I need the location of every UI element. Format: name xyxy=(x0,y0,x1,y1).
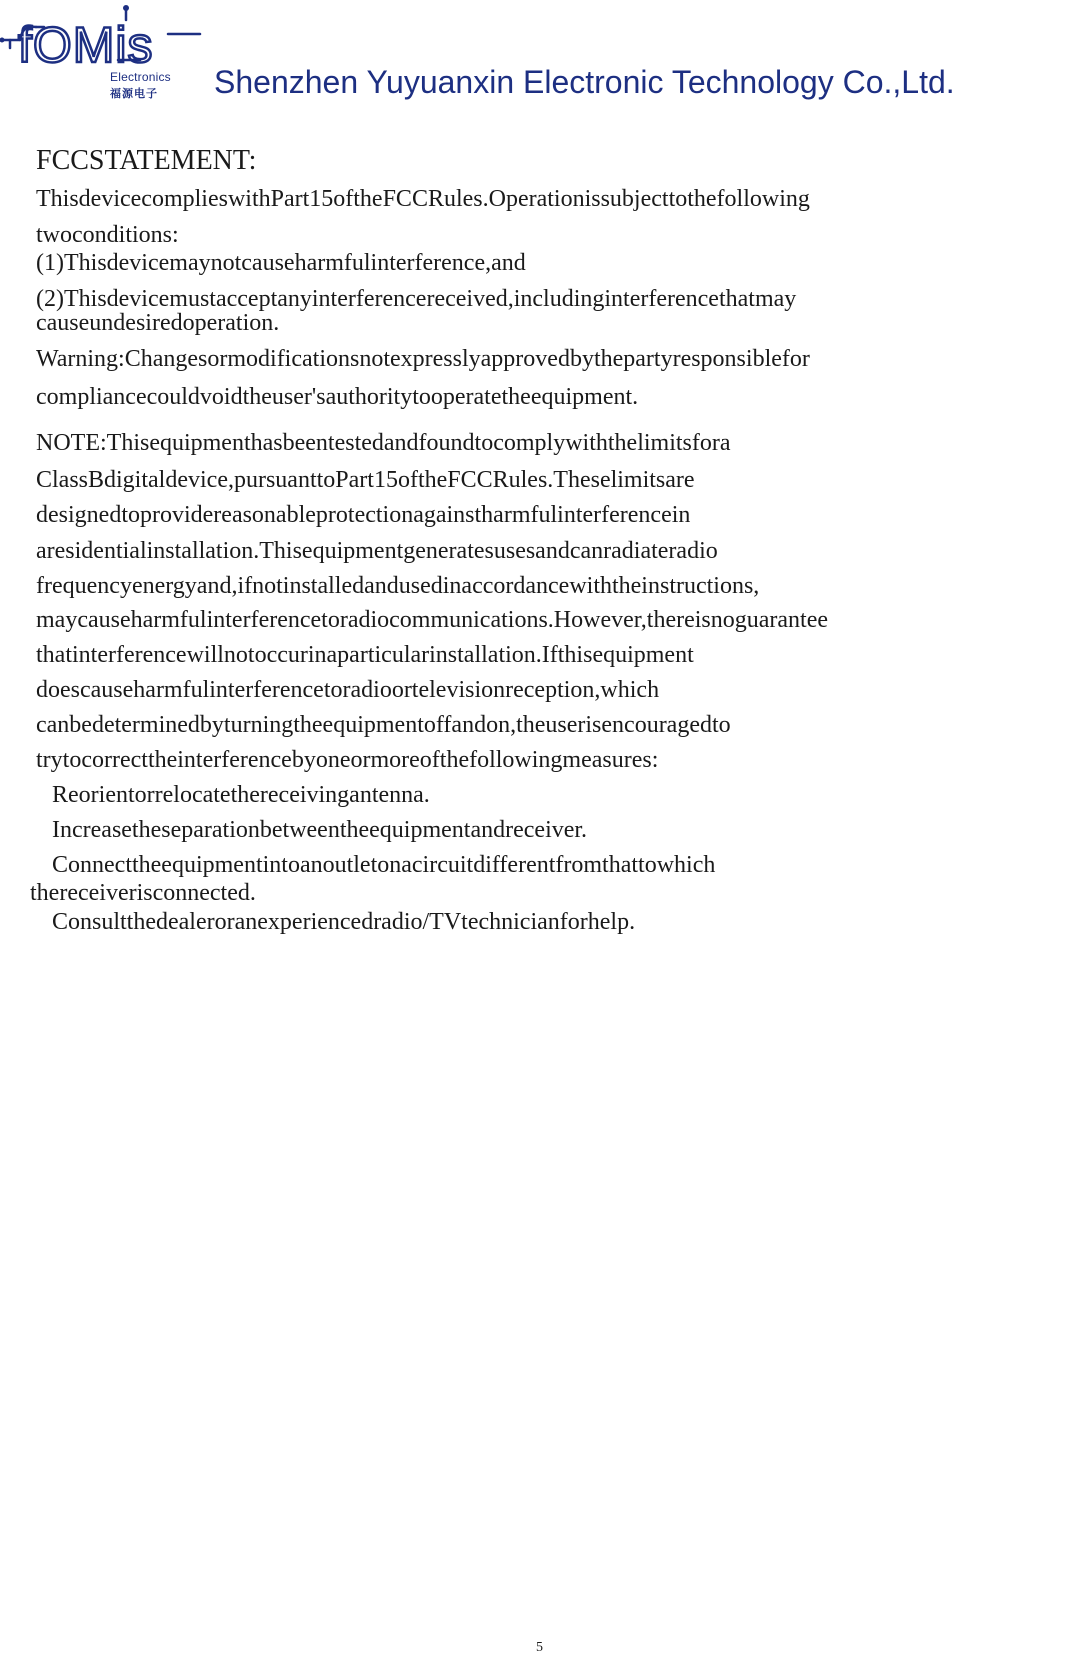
text-line: trytocorrecttheinterferencebyoneormoreofthefollowingmeasures: xyxy=(36,747,659,773)
measure-item-continuation: thereceiverisconnected. xyxy=(30,880,256,906)
svg-text:fOMis: fOMis xyxy=(18,17,154,73)
text-line: designedtoprovidereasonableprotectionagainstharmfulinterferencein xyxy=(36,502,691,528)
text-line: (1)Thisdevicemaynotcauseharmfulinterference,and xyxy=(36,250,526,276)
measure-item: Connecttheequipmentintoanoutletonacircuitdifferentfromthattowhich xyxy=(52,852,716,878)
text-line: ClassBdigitaldevice,pursuanttoPart15oftheFCCRules.Theselimitsare xyxy=(36,467,695,493)
text-line: causeundesiredoperation. xyxy=(36,310,280,336)
logo-subtitle: Electronics xyxy=(110,70,171,84)
statement-title: FCCSTATEMENT: xyxy=(36,145,257,176)
text-line: (2)Thisdevicemustacceptanyinterferencereceived,includinginterferencethatmay xyxy=(36,286,797,312)
text-line: twoconditions: xyxy=(36,222,179,248)
page-number: 5 xyxy=(536,1640,543,1655)
page-header xyxy=(0,0,1079,110)
text-line: Warning:Changesormodificationsnotexpresslyapprovedbythepartyresponsiblefor xyxy=(36,346,810,372)
measure-item: Reorientorrelocatethereceivingantenna. xyxy=(52,782,430,808)
company-logo xyxy=(0,0,205,100)
measure-item: Consultthedealeroranexperiencedradio/TVtechnicianforhelp. xyxy=(52,909,636,935)
measure-item: Increasetheseparationbetweentheequipmentandreceiver. xyxy=(52,817,588,843)
text-line: frequencyenergyand,ifnotinstalledandusedinaccordancewiththeinstructions, xyxy=(36,573,760,599)
company-name: Shenzhen Yuyuanxin Electronic Technology Co.,Ltd. xyxy=(214,64,955,100)
text-line: aresidentialinstallation.Thisequipmentgeneratesusesandcanradiateradio xyxy=(36,538,718,564)
text-line: doescauseharmfulinterferencetoradioortelevisionreception,which xyxy=(36,677,660,703)
text-line: thatinterferencewillnotoccurinaparticularinstallation.Ifthisequipment xyxy=(36,642,694,668)
text-line: maycauseharmfulinterferencetoradiocommunications.However,thereisnoguarantee xyxy=(36,607,829,633)
text-line: NOTE:Thisequipmenthasbeentestedandfoundtocomplywiththelimitsfora xyxy=(36,430,731,456)
text-line: ThisdevicecomplieswithPart15oftheFCCRules.Operationissubjecttothefollowing xyxy=(36,186,810,212)
text-line: canbedeterminedbyturningtheequipmentoffandon,theuserisencouragedto xyxy=(36,712,731,738)
text-line: compliancecouldvoidtheuser'sauthoritytooperatetheequipment. xyxy=(36,384,639,410)
logo-chinese-text: 福源电子 xyxy=(110,87,158,100)
